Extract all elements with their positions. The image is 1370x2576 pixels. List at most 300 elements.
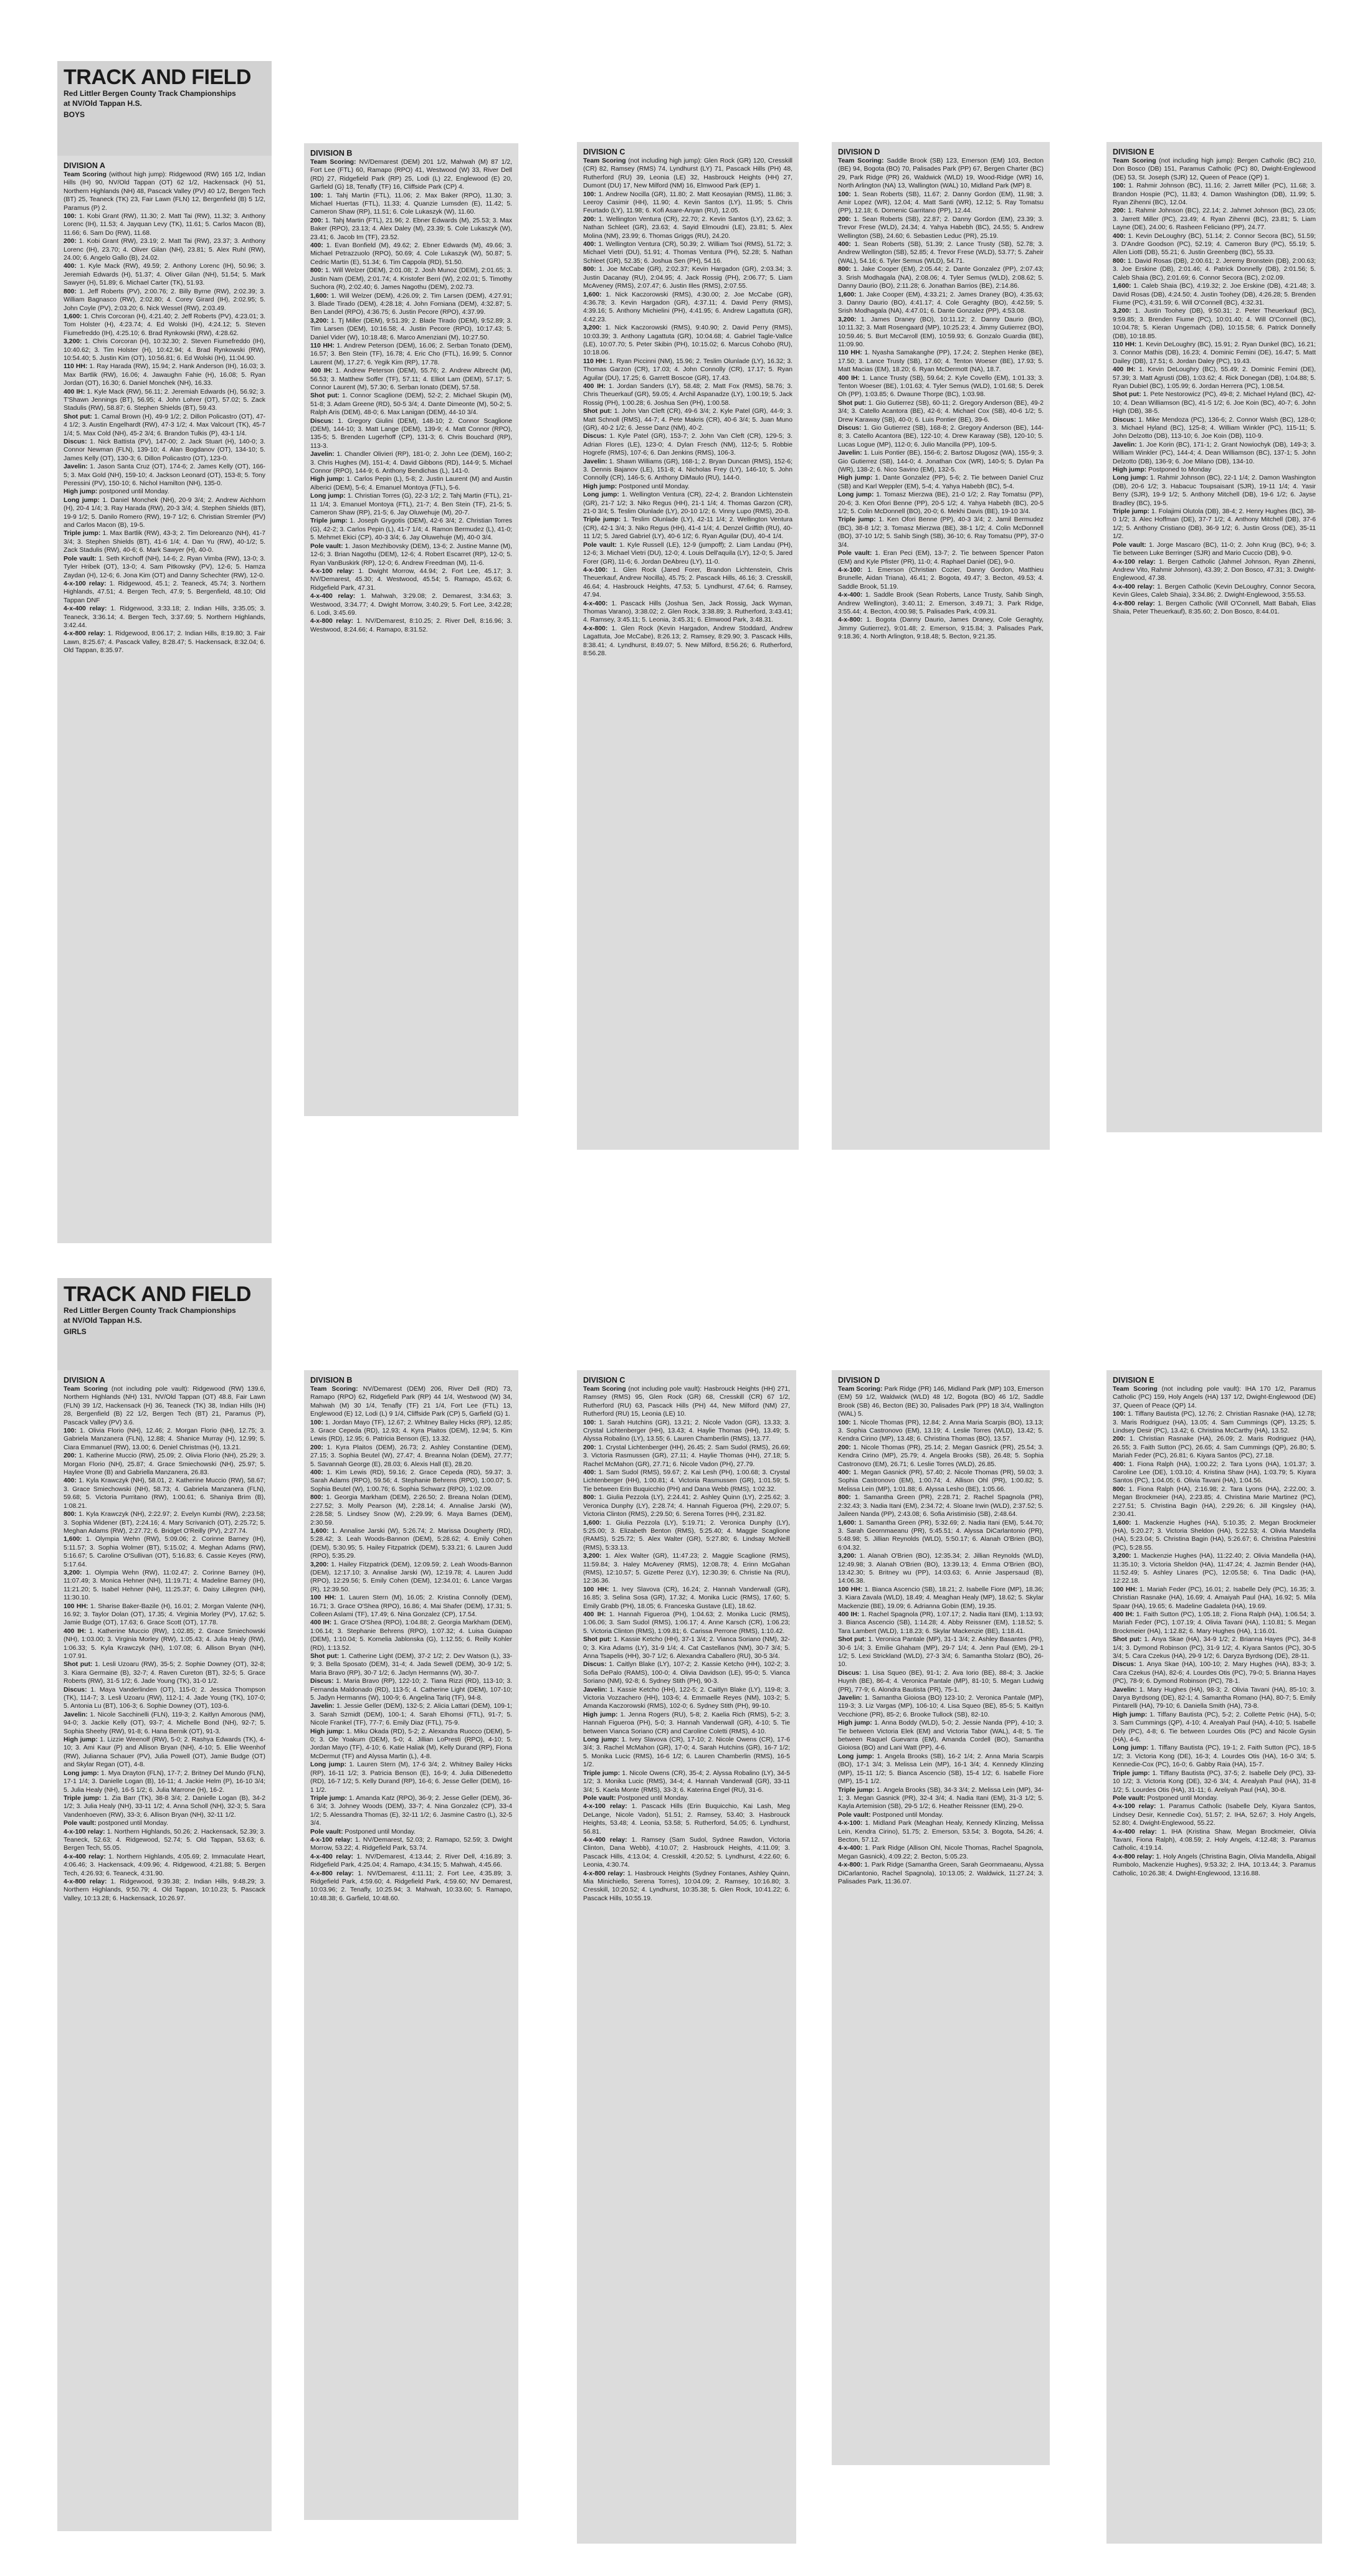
event-name: 4-x-800 relay: (1113, 600, 1155, 607)
event-results: 1. Nick Kaczorowski (RMS), 9:40.90; 2. David Perry (RMS), 10:03.39; 3. Anthony Lagattuta (GR), 10:04.68; 4. Gabriel Tagle-Vallce (LE), 10:07.70; 5. Peter Skibin (PH), 10:15.02; 6. Marcus Cohobo (RU), 10:18.06. (583, 324, 792, 357)
event-results: 1. Wellington Ventura (CR), 22-4; 2. Brandon Lichtenstein (GR), 21-7 1/2; 3. Niko Regus (HH), 21-1 1/4; 4. Thomas Garzon (CR), 21-0 3/4; 5. Teslim Olunlade (LY), 20-10 1/2; 6. Vinny Lupo (RMS), 20-8. (583, 491, 792, 516)
result-entry (1113, 1385, 1316, 1410)
boys-division-a (57, 156, 272, 1243)
event-name: 800: (64, 1511, 77, 1518)
girls-division-e (1106, 1370, 1322, 2544)
result-entry (838, 449, 1044, 474)
event-results: 1. Samantha Green (PR), 2:28.71; 2. Rachel Spagnola (PR), 2:32.43; 3. Nadia Itani (EM), 2:34.72; 4. Sloane Irwin (WLD), 2:37.52; 5. Jaileen Nanda (PP), 2:43.08; 6. Sofia Aristimisio (SB), 2:48.64. (838, 1494, 1044, 1518)
event-name: Triple jump: (1113, 508, 1150, 516)
event-results: 1. Jason Santa Cruz (OT), 174-6; 2. James Kelly (OT), 166-5; 3. Max Gold (NH), 159-10; 4. Jackson Leonard (OT), 153-8; 5. Tony Peressini (PV), 150-10; 6. Nichol Hamilton (NH), 135-0. (64, 463, 265, 488)
event-results: 1. Tomasz Mierzwa (BE), 21-0 1/2; 2. Ray Tomatsu (PP), 20-6; 3. Ken Ofori Benne (PP), 20-5 1/2; 4. Yahya Habebh (BC), 20-5 1/2; 5. Colin McDonnell (BO), 20-0; 6. Mekhi Davis (BE), 19-10 3/4. (838, 491, 1044, 516)
event-results: 1. Giulia Pezzola (LY), 5:19.71; 2. Veronica Dunphy (LY), 5:25.00; 3. Elizabeth Benton (RMS), 5:25.40; 4. Maggie Scaglione (RAMS), 5:25.72; 5. Alex Walter (GR), 5:27.80; 6. Lindsay McNeill (RMS), 5:33.13. (583, 1519, 790, 1551)
result-entry (583, 1870, 790, 1903)
result-entry (64, 580, 265, 605)
event-name: 400 IH: (583, 1611, 606, 1618)
event-name: Javelin: (1113, 1686, 1137, 1693)
event-results: 1. Ivey Slavova (CR), 17-10; 2. Nicole Owens (CR), 17-6 3/4; 3. Rachel McMahon (GR), 17-0; 4. Sarah Hutchins (GR), 16-7 1/2; 5. Monika Lucic (RMS), 16-6 1/2; 6. Lauren Chamberlin (RMS), 16-5 1/2. (583, 1736, 790, 1769)
event-name: 100: (1113, 182, 1126, 190)
event-name: 4-x-800 relay: (1113, 1853, 1154, 1860)
result-entry (1113, 416, 1316, 441)
event-results: 1. Samantha Green (PR), 5:32.69; 2. Nadia Itani (EM), 5:44.70; 3. Sarah Geornmaeanu (PR), 5:45.51; 4. Alyssa DiCarlantonio (PR), 5:48.98; 5. Jillian Reynolds (WLD), 5:50.17; 6. Alanah O'Brien (BO), 6:04.32. (838, 1519, 1044, 1551)
event-name: 4-x-400 relay: (1113, 1828, 1157, 1835)
event-name: 200: (64, 238, 77, 245)
event-name: Team Scoring (583, 158, 626, 164)
event-results: 1. Nick Kaczorowski (RMS), 4:30.00; 2. Joe McCabe (GR), 4:36.78; 3. Kevin Hargadon (GR), 4:37.11; 4. David Perry (RMS), 4:39.16; 5. Anthony Michielini (PH), 4:41.95; 6. Andrew Lagattuta (GR), 4:42.23. (583, 291, 792, 323)
event-results: 1. Kyra Plaitos (DEM), 26.73; 2. Ashley Constantine (DEM), 27.15; 3. Sophia Beutel (W), 27.47; 4. Breanna Nolan (DEM), 27.77; 5. Savannah George (E), 28.03; 6. Alexis Hall (E), 28.20. (310, 1444, 512, 1468)
result-entry (310, 475, 512, 492)
boys-division-d (832, 142, 1050, 1150)
result-entry (310, 317, 512, 342)
boys-division-c (577, 142, 799, 1150)
event-name: Discus: (838, 425, 862, 432)
event-results: 1. Ridgewood, 8:06.17; 2. Indian Hills, 8:19.80; 3. Fair Lawn, 8:25.67; 4. Pascack Valley, 8:28.47; 5. Hackensack, 8:32.04; 6. Old Tappan, 8:35.97. (64, 630, 265, 655)
event-name: 400: (838, 1469, 851, 1477)
event-results: 1. Gio Gutierrez (SB), 168-8; 2. Gregory Anderson (BE), 144-8; 3. Catello Acantora (BE), 122-10; 4. Drew Karaway (SB), 120-10; 5. Lucas Logue (MP), 112-0; 6. Julio Mancilla (PP), 109-5. (838, 425, 1044, 448)
result-entry (1113, 232, 1316, 257)
event-results: 1. Ridgewood, 45.1; 2. Teaneck, 45.74; 3. Northern Highlands, 47.51; 4. Bergen Tech, 47.9; 5. Bergenfield, 48.10; Old Tappan DNF (64, 580, 265, 604)
division-title: DIVISION D (838, 148, 880, 156)
result-entry (310, 450, 512, 475)
result-entry (1113, 583, 1316, 600)
result-entry (583, 1552, 790, 1586)
event-results: 1. Rachel Spagnola (PR), 1:07.17; 2. Nadia Itani (EM), 1:13.93; 3. Bianca Ascencio (SB), 1:14.28; 4. Abby Reissner (EM), 1:18.52; 5. Tara Lambert (WLD), 1:18.23; 6. Skylar Mackenzie (BE), 1:18.41. (838, 1611, 1044, 1635)
result-entry (583, 240, 792, 265)
event-name: 4-x-400: (838, 1845, 863, 1852)
event-name: Discus: (310, 417, 334, 425)
result-entry (838, 1753, 1044, 1786)
event-name: 4-x-100 relay: (310, 567, 354, 575)
event-results: 1. Holy Angels (Christina Bagin, Olivia Mandella, Abigail Rumbolo, Mackenzie Hughes), 9:53.32; 2. IHA, 10:13.44; 3. Paramus Catholic, 10:26.38; 4. Dwight-Englewood, 13:16.88. (1113, 1853, 1316, 1877)
division-title: DIVISION B (310, 1376, 353, 1385)
result-entry (64, 438, 265, 463)
event-name: Pole vault: (64, 1820, 97, 1827)
girls-gender: GIRLS (64, 1327, 87, 1336)
event-results: 1. Catherine Light (DEM), 37-2 1/2; 2. Dev Watson (L), 33-9; 3. Bella Sposato (DEM), 31-4; 4. Jada Sewell (DEM), 30-9 1/2; 5. Maria Bravo (RP), 30-7 1/2; 6. Jaclyn Hermanns (W), 30-7. (310, 1653, 512, 1677)
result-entry (310, 1594, 512, 1619)
event-results: 1. Sam Sudol (RMS), 59.67; 2. Kai Lesh (PH), 1:00.68; 3. Crystal Lichtenberger (HH), 1:00.81; 4. Victoria Rasmussen (GR), 1:01.59; 5. Tie between Erin Buquicchio (PH) and Dana Webb (RMS), 1:02.32. (583, 1469, 790, 1493)
event-name: High jump: (310, 1728, 345, 1735)
event-name: 200: (310, 1444, 323, 1451)
result-entry (1113, 1586, 1316, 1611)
event-results: 1. Tiffany Bautista (PC), 37-5; 2. Isabelle Dely (PC), 33-10 1/2; 3. Victoria Kong (DE), 32-6 3/4; 4. Arealyah Paul (HA), 31-8 1/2; 5. Lourdes Otis (HA), 31-11; 6. Areliyah Paul (HA), 30-8. (1113, 1769, 1316, 1794)
event-results: 1. Folajimi Olutola (DB), 38-4; 2. Henry Hughes (BC), 38-0 1/2; 3. Alec Hoffman (DE), 37-7 1/2; 4. Anthony Mitchell (DB), 37-6 1/2; 5. Anthony Cristiano (DB), 36-9 1/2; 6. Justin Gross (DE), 35-11 1/2. (1113, 508, 1316, 541)
event-name: High jump: (310, 476, 345, 483)
event-results: 1. Tiffany Bautista (PC), 5-2; 2. Collette Petric (HA), 5-0; 3. Sam Cummings (QP), 4-10; 4. Arealyah Paul (HA), 4-10; 5. Isabelle Dely (PC), 4-8; 6. Tie between Lourdes Otis (PC) and Nicole Gysin (HA), 4-6. (1113, 1711, 1316, 1744)
result-entry (310, 242, 512, 267)
event-name: 400: (1113, 232, 1126, 240)
event-results: 1. Lisa Squeo (BE), 91-1; 2. Ava Iorio (BE), 88-4; 3. Jackie Huynh (BE), 86-4; 4. Veronica Pantale (MP), 81-10; 5. Megan Ludwig (PR), 77-9; 6. Alondra Bautista (PR), 75-1. (838, 1669, 1044, 1693)
result-entry (310, 1652, 512, 1677)
event-results: 1. Northern Highlands, 4:05.69; 2. Immaculate Heart, 4:06.46; 3. Hackensack, 4:09.96; 4. Ridgewood, 4:21.88; 5. Bergen Tech, 4:26.93; 6. Teaneck, 4:31.90. (64, 1853, 265, 1877)
result-entry (1113, 366, 1316, 391)
result-entry (583, 483, 792, 491)
event-name: Team Scoring: (310, 159, 356, 166)
result-entry (838, 616, 1044, 641)
result-entry (64, 1736, 265, 1769)
result-entry (310, 1444, 512, 1469)
result-entry (583, 566, 792, 600)
event-results: 1. Megan Gasnick (PR), 57.40; 2. Nicole Thomas (PR), 59.03; 3. Sophia Castronovo (EM), 1:00.74; 4. Allison Ohl (PR), 1:00.82; 5. Melissa Lein (MP), 1:01.88; 6. Alyssa Lesho (BE), 1:05.66. (838, 1469, 1044, 1493)
division-title: DIVISION C (583, 1376, 626, 1385)
event-results: 1. Wellington Ventura (CR), 22.70; 2. Kevin Santos (LY), 23.62; 3. Nathan Schleet (GR), 23.63; 4. Sayid Elmoudni (LE), 23.81; 5. Alex Molina (NM), 23.99; 6. Thomas Griggs (RU), 24.20. (583, 215, 792, 240)
result-entry (583, 1794, 790, 1802)
event-results: 1. Kobi Grant (RW), 23.19; 2. Matt Tai (RW), 23.37; 3. Anthony Lorenc (IH), 23.70; 4. Oliver Gilan (NH), 23.81; 5. Alex Ruhl (RW), 24.00; 6. Angelo Gallo (B), 24.02. (64, 238, 265, 262)
event-results: 1. Joe McCabe (GR), 2:02.37; Kevin Hargadon (GR), 2:03.34; 3. Justin Dacanay (RU), 2:04.95; 4. Jack Rossig (PH), 2:06.77; 5. Liam McAveney (RMS), 2:07.47; 6. Justin Illes (RMS), 2:07.55. (583, 266, 792, 290)
event-name: 1,600: (583, 291, 602, 298)
result-entry (838, 399, 1044, 424)
result-entry (64, 1878, 265, 1903)
result-entry (1113, 466, 1316, 474)
event-results: 1. Camal Brown (H), 49-9 1/2; 2. Dillon Policastro (OT), 47-4 1/2; 3. Austin Engelhardt (RW), 47-3 1/2; 4. Max Valcourt (TK), 45-7 1/4; 5. Max Cold (NH), 45-2 3/4; 6. Brandon Tulkis (P), 43-1 1/4. (64, 413, 265, 437)
result-entry (1113, 441, 1316, 466)
event-results: postponed until Monday. (96, 1820, 168, 1827)
event-results: 1. Georgia Markham (DEM), 2:26.50; 2. Breana Nolan (DEM), 2:27.52; 3. Molly Pearson (M), 2:28.14; 4. Annalise Jarski (W), 2:28.58; 5. Lindsey Snow (W), 2:29.99; 6. Maya Barnes (DEM), 2:30.59. (310, 1494, 512, 1527)
event-results: 1. Olivia Florio (NH), 12.46; 2. Morgan Florio (NH), 12.75; 3. Gabriela Manzanera (FLN), 12.88; 4. Shanice Murray (H), 12.99; 5. Ciara Emmanuel (RW), 13.00; 6. Deniel Christmas (H), 13.21. (64, 1428, 265, 1451)
result-entry (1113, 282, 1316, 307)
event-results: 1. Samantha Gioiosa (BO) 123-10; 2. Veronica Pantale (MP), 119-3; 3. Liz Vargas (MP), 106-10; 4. Lisa Squeo (BE), 85-5; 5. Kaitlyn Vecchione (PR), 85-2; 6. Brooke Tullock (SB), 82-10. (838, 1695, 1044, 1718)
event-name: Discus: (64, 438, 87, 445)
event-results: 1. Tj Miller (DEM), 9:51.39; 2. Blade Tirado (DEM), 9:52.89; 3. Tim Larsen (DEM), 10:16.58; 4. Justin Pecore (RPO), 10:17.43; 5. Daniel Vider (W), 10:18.48; 6. Marco Amenziani (M), 10:27.50. (310, 317, 512, 341)
result-entry (838, 491, 1044, 516)
event-name: Long jump: (310, 1761, 347, 1769)
result-entry (583, 1686, 790, 1711)
event-results: 1. Nyasha Samakanghe (PP), 17.24; 2. Stephen Henke (BE), 17.50; 3. Lance Trusty (SB), 17.60; 4. Tenton Woeser (BE), 17.93; 5. Matt Macias (EM), 18.20; 6. Ryan McDermott (NA), 18.7. (838, 349, 1044, 374)
event-results: 1. Kyla Krawczyk (NH), 2:22.97; 2. Evelyn Kumbi (RW), 2:23.58; 3. Sophia Widener (BT), 2:24.16; 4. Mary Scrivanich (OT), 2:25.72; 5. Meghan Adams (RW), 2:27.72; 6. Bridget O'Reilly (PV), 2:27.74. (64, 1511, 265, 1535)
event-results: Postponed until Monday. (617, 483, 690, 490)
event-results: 1. Evan Bonfield (M), 49.62; 2. Ebner Edwards (M), 49.66; 3. Michael Petrazzuolo (RPO), 50.69; 4. Cole Lukaszyk (W), 50.87; 5. Cedric Martin (E), 51.34; 6. Tim Cappola (RD), 51.50. (310, 242, 512, 266)
result-entry (310, 1561, 512, 1594)
event-name: High jump: (64, 488, 98, 496)
event-name: 400: (583, 1469, 596, 1477)
event-name: 400 IH: (1113, 1611, 1135, 1618)
event-results: 1. Park Ridge (Samantha Green, Sarah Geornmaeanu, Alyssa DiCarlantonio, Rachel Spagnola), 10:13.05; 2. Waldwick, 11:27.24; 3. Palisades Park, 11:36.07. (838, 1862, 1044, 1885)
result-entry (64, 237, 265, 262)
event-name: 4-x-100: (838, 566, 863, 574)
event-name: Javelin: (310, 451, 335, 458)
result-entry (838, 424, 1044, 449)
event-results: 1. Carlos Pepin (L), 5-8; 2. Justin Laurent (M) and Austin Alberici (DEM), 5-6; 4. Emanuel Montoya (FTL), 5-6. (310, 476, 512, 491)
event-name: Triple jump: (583, 1769, 621, 1777)
event-results: 1. Lance Trusty (SB), 59.64; 2. Kyle Covello (EM), 1:01.33; 3. Tenton Woeser (BE), 1:01.63; 4. Tyler Semus (WLD), 1:01.68; 5. Derek Oh (PP), 1:03.85; 6. Dwaune Thorpe (BC), 1:03.98. (838, 374, 1044, 399)
result-entry (310, 192, 512, 217)
result-entry (838, 1611, 1044, 1636)
result-entry (583, 157, 792, 191)
event-name: Long jump: (583, 491, 619, 499)
result-entry (64, 555, 265, 580)
result-entry (583, 407, 792, 432)
event-results: 1. Alex Walter (GR), 11:47.23; 2. Maggie Scaglione (RMS), 11:59.84; 3. Haley McAveney (RMS), 12:08.78; 4. Erinn McGahan (RMS), 12:10.57; 5. Gizette Perez (LY), 12:30.39; 6. Christie Na (RU), 12:36.36. (583, 1553, 790, 1585)
event-results: 1. NV/Demarest, 52.03; 2. Ramapo, 52.59; 3. Dwight Morrow, 53.22; 4. Ridgefield Park, 53.74. (310, 1836, 512, 1852)
event-name: Shot put: (310, 1653, 340, 1660)
event-results: (not including pole vault): IHA 170 1/2, Paramus Catholic (PC) 159, Holy Angels (HA) 137 1/2, Dwight-Englewood (DE) 37, Queen of Peace (QP) 14. (1113, 1386, 1316, 1409)
event-results: Park Ridge (PR) 146, Midland Park (MP) 103, Emerson (EM) 59 1/2, Waldwick (WLD) 48 1/2, Bogota (BO) 46 1/2, Saddle Brook (SB) 46, Becton (BE) 30, Palisades Park (PP) 18 3/4, Wallington (WAL) 5. (838, 1386, 1044, 1418)
event-results: 1. Christian Rasnake (HA), 26.09; 2. Maris Rodriguez (HA), 26.55; 3. Faith Sutton (PC), 26.65; 4. Sam Cummings (QP), 26.80; 5. Mariah Feder (PC), 26.81; 6. Kiyara Santos (PC), 27.18. (1113, 1436, 1316, 1460)
event-name: Javelin: (583, 1686, 607, 1693)
event-results: 1. Grace O'Shea (RPO), 1:04.88; 2. Georgia Markham (DEM), 1:06.14; 3. Stephanie Behrens (RPO), 1:07.32; 4. Luisa Guiapao (DEM), 1:10.04; 5. Kornelia Jablonska (G), 1:12.55; 6. Reilly Kohler (RD), 1:13.52. (310, 1619, 512, 1652)
event-results: 1. Kyle Patel (GR), 153-7; 2. John Van Cleft (CR), 129-5; 3. Adrian Flores (LE), 123-0; 4. Dylan Fresch (NM), 112-5; 5. Robbie Hogrefe (RMS), 107-6; 6. Dan Jenkins (RMS), 106-3. (583, 433, 792, 457)
event-name: Shot put: (64, 413, 92, 420)
result-entry (64, 1510, 265, 1535)
event-name: 800: (583, 266, 596, 273)
result-entry (1113, 508, 1316, 541)
event-results: 1. Lesli Uzoaru (RW), 35-5; 2. Sophie Downey (OT), 32-8; 3. Kiara Germaine (B), 32-7; 4. Raven Cureton (BT), 32-5; 5. Grace Roberts (RW), 31-5 1/2; 6. Jade Young (TK), 31-0 1/2. (64, 1661, 265, 1685)
event-name: 4-x-400: (583, 600, 608, 607)
event-results: 1. Rahmir Johnson (BC), 22.14; 2. Jahmet Johnson (BC), 23.05; 3. Jarrett Miller (PC), 23.49; 4. Ryan Zihenni (BC), 23.81; 5. Liam Layne (DE), 24.00; 6. Rasheen Feliciano (PP), 24.77. (1113, 207, 1316, 232)
event-name: Triple jump: (64, 1794, 102, 1802)
event-results: 1. Andrew Peterson (DEM), 55.76; 2. Andrew Albrecht (M), 56.53; 3. Matthew Soffer (TF), 57.11; 4. Elliot Lam (DEM), 57.17; 5. Connor Laurent (M), 57.30; 6. Serban Ionato (DEM), 57.58. (310, 367, 512, 391)
event-results: 1. Dwight Morrow, 44.94; 2. Fort Lee, 45.17; 3. NV/Demarest, 45.30; 4. Westwood, 45.54; 5. Ramapo, 45.63; 6. Ridgefield Park, 47.31. (310, 567, 512, 592)
result-entry (583, 1444, 790, 1469)
event-results: 1. Olympia Wehn (RW), 11:02.47; 2. Corinne Barney (IH), 11:07.49; 3. Monica Hehner (NH), 11:19.71; 4. Madeline Barney (IH), 11:21.20; 5. Isabel Hehner (NH), 11:25.37; 6. Daisy Lillegren (NH), 11:30.10. (64, 1569, 265, 1602)
girls-division-a (57, 1370, 272, 2531)
result-entry (838, 240, 1044, 265)
event-name: Long jump: (838, 1753, 875, 1760)
event-results: 1. Kyle Mack (RW), 49.59; 2. Anthony Lorenc (IH), 50.96; 3. Jeremiah Edwards (H), 51.37; 4. Oliver Gilan (NH), 51.54; 5. Mark Sawyer (H), 51.89; 6. Michael Carter (TK), 51.93. (64, 263, 265, 287)
event-name: 1,600: (310, 292, 329, 300)
result-entry (64, 413, 265, 438)
result-entry (1113, 307, 1316, 341)
event-results: 1. Kevin DeLoughry (BC), 15.91; 2. Ryan Dunkel (BC), 16.21; 3. Connor Mathis (DB), 16.23; 4. Dominic Femini (DE), 16.47; 5. Matt Dailey (DB), 17.51; 6. Jordan Daley (PC), 19.43. (1113, 341, 1316, 365)
event-name: Long jump: (1113, 1745, 1149, 1752)
result-entry (64, 262, 265, 287)
girls-division-c (577, 1370, 796, 2544)
event-name: 4-x-800 relay: (64, 1878, 107, 1885)
event-results: 1. Jenna Rogers (RU), 5-8; 2. Kaelia Rich (RMS), 5-2; 3. Hannah Figueroa (PH), 5-0; 3. Hannah Vanderwall (GR), 4-10; 5. Tie between Vianca Soriano (CR) and Caroline Coletti (RMS), 4-10. (583, 1711, 791, 1735)
event-results: Postponed until Monday. (1145, 1794, 1219, 1802)
event-name: 400: (838, 241, 851, 249)
result-entry (64, 313, 265, 338)
event-name: 400 IH: (310, 367, 333, 375)
result-entry (838, 1694, 1044, 1719)
result-entry (1113, 1611, 1316, 1636)
event-results: 1. Joseph Grygotis (DEM), 42-6 3/4; 2. Christian Torres (G), 42-2; 3. Carlos Pepin (L), 41-7 1/4; 4. Ramon Bermudez (L), 41-0; 5. Mehmet Ekici (CP), 40-3 3/4; 6. Jay Oluwehuje (M), 40-0 3/4. (310, 518, 512, 542)
event-results: Postponed to Monday (1146, 466, 1212, 474)
event-name: 100: (583, 1419, 596, 1426)
event-name: 200: (64, 1452, 77, 1460)
event-name: 4-x-400 relay: (583, 1836, 627, 1844)
result-entry (583, 625, 792, 658)
event-name: Discus: (1113, 1661, 1136, 1669)
event-name: Shot put: (1113, 1636, 1142, 1644)
event-name: 400: (64, 1477, 77, 1485)
event-results: 1. Sharise Baker-Bazile (H), 16.01; 2. Morgan Valente (NH), 16.92; 3. Taylor Dolan (OT), 17.35; 4. Virginia Morley (PV), 17.62; 5. Jamie Budge (OT), 17.63; 6. Grace Scott (OT), 17.78. (64, 1603, 265, 1627)
result-entry (310, 1385, 512, 1419)
event-results: 1. Tahj Martin (FTL), 21.96; 2. Ebner Edwards (M), 25.53; 3. Max Baker (RPO), 23.13; 4. Alex Daley (M), 23.39; 5. Cole Lukaszyk (W), 23.41; 6. Jacob Im (TF), 23.52. (310, 217, 512, 241)
result-entry (583, 491, 792, 516)
result-entry (838, 1385, 1044, 1419)
event-name: 1,600: (1113, 1519, 1131, 1527)
event-name: 400 IH: (838, 374, 860, 382)
boys-heading: TRACK AND FIELD (64, 65, 251, 89)
event-name: 800: (583, 1494, 596, 1502)
result-entry (310, 392, 512, 417)
event-results: 1. Jeff Roberts (PV), 2:00.76; 2. Billy Byrne (RW), 2:02.39; 3. William Bagnasco (RW), 2:02.80; 4. Corey Girard (IH), 2:02.95; 5. John Coyle (PV), 2:03.20; 6. Nick Wessel (RW), 2:03.49. (64, 288, 265, 312)
result-entry (310, 267, 512, 291)
event-results: 1. Lizzie Weenolf (RW), 5-0; 2. Rashya Edwards (TK), 4-10; 3. Ami Kaur (P) and Allison Bryan (NH), 4-10; 5. Ellie Weenhof (RW), Julianna Schauer (PV), Julia Powell (OT), Jamie Budge (OT) and Skylar Regan (OT), 4-8. (64, 1736, 265, 1769)
girls-masthead (57, 1278, 272, 1370)
result-entry (310, 342, 512, 367)
event-name: Shot put: (583, 408, 612, 415)
event-name: Shot put: (1113, 391, 1141, 399)
event-results: 1. Glen Rock (Kevin Hargadon, Andrew Stoddard, Andrew Lagattuta, Joe McCabe), 8:26.13; 2. Ramsey, 8:29.90; 3. Pascack Hills, 8:38.41; 4. Lyndhurst, 8:49.07; 5. New Milford, 8:56.26; 6. Rutherford, 8:56.28. (583, 625, 792, 657)
event-name: 400: (310, 1469, 323, 1477)
event-name: Pole vault: (310, 1828, 343, 1835)
event-name: Discus: (64, 1686, 87, 1693)
event-name: 1,600: (64, 1536, 82, 1543)
event-results: 1. Northern Highlands, 50.26; 2. Hackensack, 52.39; 3. Teaneck, 52.63; 4. Ridgewood, 52.74; 5. Old Tappan, 53.63; 6. Bergen Tech, 55.05. (64, 1828, 265, 1852)
event-name: 3,200: (838, 316, 857, 323)
event-name: 4-x-800: (583, 625, 608, 632)
event-results: 1. Glen Rock (Jared Forer, Brandon Lichtenstein, Chris Theuerkauf, Andrew Nocilla), 45.75; 2. Pascack Hills, 46.16; 3. Cresskill, 46.64; 4. Hasbrouck Heights, 47.53; 5. Lyndhurst, 47.64; 6. Ramsey, 47.94. (583, 566, 792, 599)
event-name: Long jump: (583, 1736, 619, 1744)
event-results: 1. Christian Torres (G), 22-3 1/2; 2. Tahj Martin (FTL), 21-11 1/4; 3. Emanuel Montoya (FTL), 21-7; 4. Ben Stein (TF), 21-5; 5. Cameron Shaw (RP), 21-5; 6. Jay Oluwehuje (M), 20-7. (310, 493, 512, 517)
result-entry (583, 458, 792, 483)
result-entry (310, 1853, 512, 1870)
event-name: Team Scoring (1113, 1386, 1158, 1393)
event-results: 1. Tiffany Bautista (PC), 12.76; 2. Christian Rasnake (HA), 12.78; 3. Maris Rodriguez (HA), 13.05; 4. Sam Cummings (QP), 13.25; 5. Lindsey Desir (PC), 13.42; 6. Christina McCarthy (HA), 13.52. (1113, 1411, 1316, 1435)
event-name: 100 HH: (583, 1586, 609, 1593)
event-name: 200: (583, 215, 596, 223)
event-name: Triple jump: (583, 516, 621, 524)
division-title: DIVISION D (838, 1376, 880, 1385)
result-entry (838, 1494, 1044, 1518)
girls-division-b (304, 1370, 518, 2520)
result-entry (583, 1611, 790, 1636)
result-entry (1113, 558, 1316, 583)
event-results: 1. Lauren Stern (M), 17-6 3/4; 2. Whitney Bailey Hicks (RP), 16-11 1/2; 3. Patricia Benson (E), 16-9; 4. Julia DiBenedetto (RD), 16-7 1/2; 5. Kelly Durand (RP), 16-6; 6. Jesse Geller (DEM), 16-1 1/2. (310, 1761, 512, 1794)
event-results: 1. Maria Bravo (RP), 122-10; 2. Tiana Rizzi (RD), 113-10; 3. Fernanda Maldonado (RD), 113-5; 4. Catherine Light (DEM), 107-10; 5. Jadyn Hermanns (W), 100-9; 6. Angelina Tariq (TF), 94-8. (310, 1678, 512, 1702)
result-entry (64, 1853, 265, 1878)
event-name: 4-x-100 relay: (310, 1836, 353, 1844)
event-name: Team Scoring (64, 171, 107, 178)
event-name: 800: (64, 288, 77, 295)
event-name: 4-x-100 relay: (64, 580, 107, 587)
event-name: Triple jump: (1113, 1769, 1150, 1777)
result-entry (1113, 182, 1316, 207)
event-results: 1. Kevin DeLoughry (BC), 51.14; 2. Connor Secora (BC), 51.59; 3. D'Andre Goodson (PC), 52.19; 4. Cameron Bury (PC), 55.19; 5. Allen Liotti (DB), 55.21; 6. Justin Greenberg (BC), 55.33. (1113, 232, 1316, 257)
event-results: 1. Sean Roberts (SB), 51.39; 2. Lance Trusty (SB), 52.78; 3. Andrew Wellington (SB), 52.85; 4. Trevor Frese (WLD), 53.77; 5. Zaheir (WAL), 54.16; 6. Tyler Semus (WLD), 54.71. (838, 241, 1044, 265)
result-entry (1113, 1794, 1316, 1802)
event-name: 4-x-800 relay: (64, 630, 106, 638)
event-results: 1. Crystal Lichtenberger (HH), 26.45; 2. Sam Sudol (RMS), 26.69; 3. Victoria Rasmussen (GR), 27.11; 4. Haylie Thomas (HH), 27.18; 5. Rachel McMahon (GR), 27.71; 6. Nicole Vadon (PH), 27.79. (583, 1444, 790, 1468)
event-name: 400 IH: (583, 382, 606, 390)
boys-subheading: Red Littler Bergen County Track Championships (64, 89, 236, 98)
event-results: 1. Giulia Pezzola (LY), 2:24.41; 2. Ashley Quinn (LY), 2:25.62; 3. Veronica Dunphy (LY), 2:28.74; 4. Hannah Figueroa (PH), 2:29.07; 5. Victoria Clinton (RMS), 2:29.50; 6. Serena Torres (HH), 2:31.82. (583, 1494, 790, 1518)
event-name: Discus: (583, 433, 607, 440)
result-entry (310, 517, 512, 542)
result-entry (583, 1802, 790, 1836)
result-entry (583, 541, 792, 566)
event-name: Javelin: (838, 1695, 862, 1702)
result-entry (838, 265, 1044, 290)
result-entry (838, 1861, 1044, 1886)
event-name: 1,600: (64, 313, 82, 320)
event-results: 1. Bergen Catholic (Will O'Connell, Matt Babah, Elias Shaia, Peter Theuerkauf), 8:35.60; 2. Don Bosco, 8:44.01. (1113, 600, 1316, 615)
event-results: 1. Mahwah, 3:29.08; 2. Demarest, 3:34.63; 3. Westwood, 3:34.77; 4. Dwight Morrow, 3:40.29; 5. Fort Lee, 3:42.28; 6. Lodi, 3:45.69. (310, 593, 512, 617)
event-results: 1. Anna Boddy (WLD), 5-0; 2. Jessie Nanda (PP), 4-10; 3. Tie between Victoria Elek (EM) and Victoria Tabor (WAL), 4-8; 5. Tie between Raquel Guevarra (EM), Amanda Cordell (BO), Samantha Gioiosa (BO) and Lani Watt (PP), 4-6. (838, 1720, 1044, 1752)
division-title: DIVISION E (1113, 1376, 1154, 1385)
event-name: Team Scoring (1113, 158, 1156, 164)
event-results: 1. Connor Scaglione (DEM), 52-2; 2. Michael Skupin (M), 51-8; 3. Adam Greene (RD), 50-5 3/4; 4. Dante Dimeonte (M), 50-2; 5. Ralph Aris (DEM), 48-0; 6. Max Lanigan (DEM), 44-10 3/4. (310, 392, 512, 417)
event-name: Team Scoring (583, 1386, 626, 1393)
event-name: 3,200: (1113, 308, 1131, 315)
event-results: 1. Jason Mezhibovsky (DEM), 13-6; 2. Justine Manne (M), 12-6; 3. Brian Nagothu (DEM), 12-6; 4. Robert Escarret (RP), 12-0; 5. Ryan VanBuskirk (RP), 12-0; 6. Andrew Freedman (M), 11-6. (310, 542, 512, 567)
event-name: 4-x-400 relay: (310, 593, 356, 600)
event-results: 1. Kyle Russell (LE), 12-9 (jumpoff); 2. Liam Landau (PH), 12-6; 3. Michael Vietri (DU), 12-0; 4. Louis Dell'aquila (LY), 12-0; 5. Jared Forer (GR), 11-6; 6. Jordan DeAbreu (LY), 11-0. (583, 541, 792, 566)
event-results: NV/Demarest (DEM) 201 1/2, Mahwah (M) 87 1/2, Fort Lee (FTL) 60, Ramapo (RPO) 41, Westwood (W) 33, River Dell (RD) 27, Ridgefield Park (RP) 25, Lodi (L) 22, Englewood (E) 20, Garfield (G) 18, Tenafly (TF) 16, Cliffside Park (CP) 4. (310, 159, 512, 191)
event-name: Discus: (838, 1669, 862, 1677)
event-results: 1. Kyle Mack (RW), 56.11; 2. Jeremiah Edwards (H), 56.92; 3. T'Shawn Jennings (BT), 56.95; 4. John Lohrer (OT), 57.02; 5. Zack Stadulis (RW), 58.87; 6. Stephen Shields (BT), 59.43. (64, 388, 266, 412)
event-name: 100: (310, 192, 323, 199)
event-name: 800: (310, 1494, 323, 1502)
event-name: 3,200: (838, 1553, 857, 1560)
event-name: 100 HH: (838, 1586, 863, 1593)
event-name: Triple jump: (310, 518, 348, 525)
event-results: 1. Angela Brooks (SB), 16-2 1/4; 2. Anna Maria Scarpis (BO), 17-1 3/4; 3. Melissa Lein (MP), 16-1 3/4; 4. Kennedy Klinzing (MP), 15-11 1/2; 5. Bianca Ascencio (SB), 15-4 1/2; 6. Isabelle Fiore (MP), 15-1 1/2. (838, 1753, 1044, 1786)
event-results: 1. Mike Mendoza (PC), 136-6; 2. Connor Walsh (BC), 128-0; 3. Michael Hyland (BC), 125-8; 4. William Winkler (PC), 115-11; 5. John Delzotto (DB), 113-10; 6. Joe Koin (DB), 110-9. (1113, 416, 1316, 440)
event-name: 110 HH: (838, 349, 862, 357)
event-name: 100 HH: (310, 1594, 336, 1602)
event-name: 4-x-400 relay: (64, 1853, 106, 1860)
event-name: Discus: (310, 1678, 334, 1685)
result-entry (583, 1660, 790, 1685)
event-name: Javelin: (64, 463, 88, 471)
event-name: Pole vault: (838, 550, 872, 557)
event-results: 1. Nick Battista (PV), 147-00; 2. Jack Stuart (H), 140-0; 3. Connor Newman (FLN), 139-10; 4. Alan Bogdanov (OT), 134-10; 5. James Kelly (OT), 130-3; 6. Dillon Policastro (OT), 123-0. (64, 438, 265, 462)
event-name: Shot put: (838, 1636, 867, 1644)
division-title: DIVISION C (583, 148, 626, 156)
event-name: Pole vault: (838, 1811, 871, 1819)
girls-venue: at NV/Old Tappan H.S. (64, 1316, 142, 1325)
result-entry (838, 1444, 1044, 1469)
event-results: 1. Paramus Catholic (Isabelle Dely, Kiyara Santos, Lindsey Desir, Kennedie Cox), 51.57; 2. IHA, 52.67; 3. Holy Angels, 52.80; 4. Dwight-Englewood, 55.22. (1113, 1803, 1316, 1827)
event-name: 4-x-400 relay: (64, 605, 107, 613)
result-entry (64, 288, 265, 313)
event-name: 3,200: (583, 1553, 602, 1560)
result-entry (64, 605, 265, 630)
result-entry (838, 1669, 1044, 1694)
event-results: 1. Jordan Sanders (LY), 58.48; 2. Matt Fox (RMS), 58.76; 3. Chris Theuerkauf (GR), 59.05; 4. Archil Aspanadze (LY), 1:00.19; 5. Jack Rossig (PH), 1:00.28; 6. Joshua Sen (PH), 1:00.58. (583, 382, 792, 407)
result-entry (64, 1603, 265, 1627)
event-results: 1. Rahmir Johnson (BC), 11.16; 2. Jarrett Miller (PC), 11.68; 3. Brandon Hospie (PC), 11.83; 4. Damon Washington (DB), 11.99; 5. Ryan Zihenni (BC), 12.04. (1113, 182, 1316, 207)
event-results: 1. Chris Corcoran (H), 4:21.40; 2. Jeff Roberts (PV), 4:23.01; 3. Tom Holster (H), 4:23.74; 4. Ed Wolski (IH), 4:24.12; 5. Steven Fiumefreddo (IH), 4:25.10; 6. Brad Rynkowski (RW), 4:28.62. (64, 313, 265, 337)
event-results: 1. Mackenzie Hughes (HA), 5:10.35; 2. Megan Brockmeier (HA), 5:20.27; 3. Victoria Sheldon (HA), 5:22.53; 4. Olivia Mandella (HA), 5:23.04; 5. Christina Bagin (HA), 5:26.67; 6. Christina Palestrini (PC), 5:28.55. (1113, 1519, 1316, 1551)
result-entry (64, 171, 265, 212)
event-results: (not including high jump): Glen Rock (GR) 120, Cresskill (CR) 82, Ramsey (RMS) 74, Lyndhurst (LY) 71, Pascack Hills (PH) 48, Rutherford (RU) 39, Leonia (LE) 32, Hasbrouck Heights (HH) 27, Dumont (DU) 17, New Milford (NM) 16, Elmwood Park (EP) 1. (583, 158, 792, 190)
result-entry (838, 1586, 1044, 1611)
event-name: 200: (583, 1444, 596, 1451)
event-name: 3,200: (310, 317, 329, 324)
event-name: 400 IH: (838, 1611, 860, 1618)
event-results: 1. Kassie Ketcho (HH), 122-5; 2. Caitlyn Blake (LY), 119-8; 3. Victoria Vozzachero (HH), 103-6; 4. Emmaelle Reyes (NM), 103-2; 5. Amanda Kaczorowski (RMS), 102-0; 6. Sydney Stith (PH), 99-10. (583, 1686, 790, 1710)
result-entry (1113, 1410, 1316, 1435)
result-entry (64, 388, 265, 413)
event-results: 1. Jake Cooper (EM), 4:33.21; 2. James Draney (BO), 4:35.63; 3. Danny Daurio (BO), 4:41.17; 4. Cole Geraghty (BO), 4:42.59; 5. Srish Modhagala (NA), 4:47.01; 6. Dante Gonzalez (PP), 4:53.08. (838, 291, 1044, 315)
result-entry (1113, 207, 1316, 232)
event-results: 1. Emerson (Christian Cozier, Danny Gordon, Matthieu Brunelle, Aidan Triana), 46.41; 2. Bogota, 49.47; 3. Becton, 49.53; 4. Saddle Brook, 51.19. (838, 566, 1044, 590)
event-name: 100 HH: (1113, 1586, 1138, 1593)
event-results: 1. Eran Peci (EM), 13-7; 2. Tie between Spencer Paton (EM) and Kyle Pfister (PR), 11-0; 4. Raphael Daniel (DE), 9-0. (838, 550, 1044, 566)
event-name: 400: (310, 242, 323, 250)
event-results: 1. Zia Barr (TK), 38-8 3/4; 2. Danielle Logan (B), 34-2 1/2; 3. Julia Healy (NH), 33-11 1/2; 4. Anna Scholl (NH), 32-3; 5. Sara Vandenhoeven (RW), 33-3; 6. Allison Bryan (NH), 32-11 1/2. (64, 1794, 265, 1819)
event-name: Discus: (1113, 416, 1136, 424)
event-name: Javelin: (310, 1703, 335, 1710)
result-entry (583, 600, 792, 625)
result-entry (583, 432, 792, 457)
event-name: Team Scoring: (310, 1386, 358, 1393)
event-results: 1. Luis Pontier (BE), 156-6; 2. Bartosz Dlugosz (WA), 155-9; 3. Gio Gutierrez (SB), 144-0; 4. Jonathan Cox (WR), 140-5; 5. Dylan Pa (WR), 138-2; 6. Nico Savino (EM), 132-5. (838, 450, 1044, 474)
result-entry (583, 1385, 790, 1419)
